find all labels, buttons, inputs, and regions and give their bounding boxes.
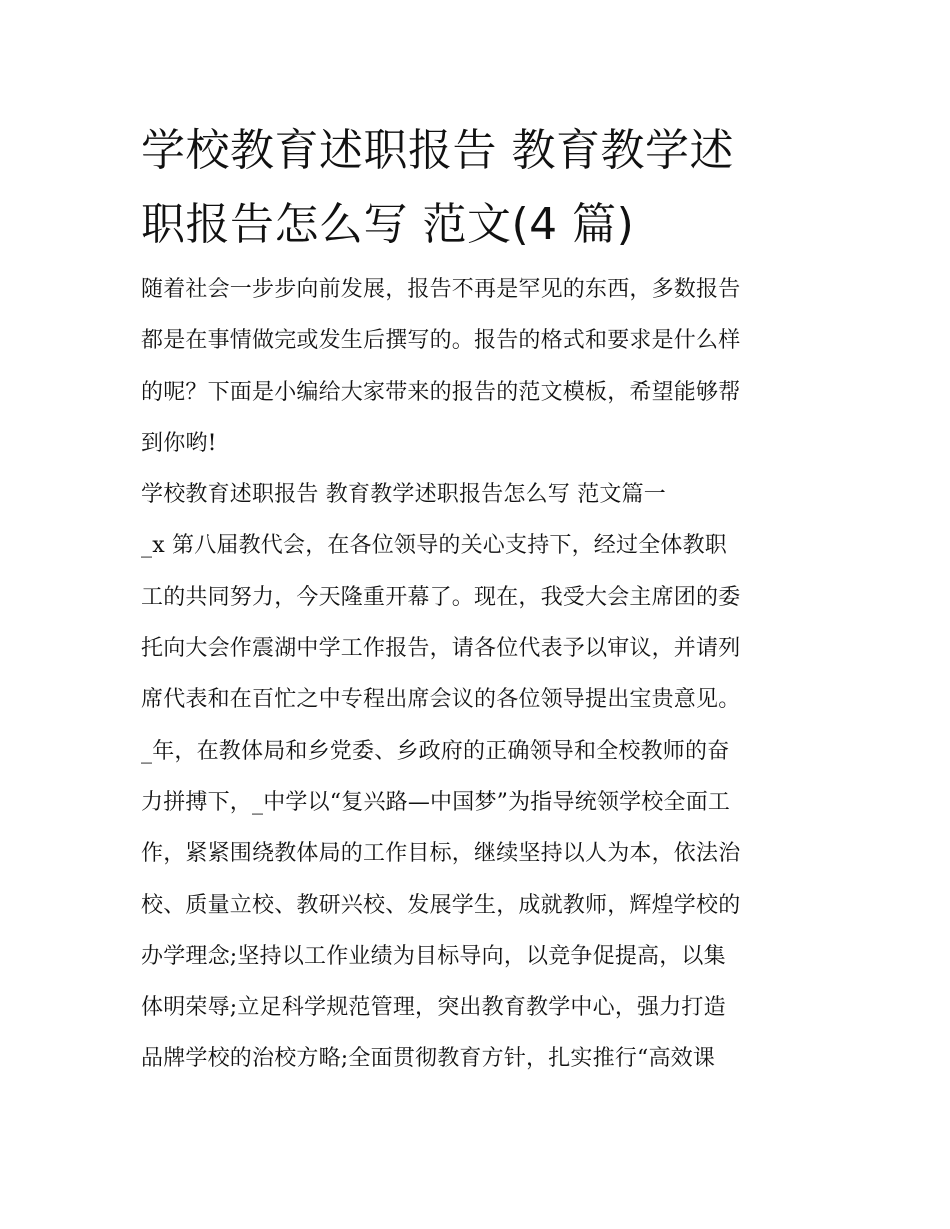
body-line: 体明荣辱;立足科学规范管理，突出教育教学中心，强力打造 xyxy=(141,995,726,1021)
intro-line: 都是在事情做完或发生后撰写的。报告的格式和要求是什么样 xyxy=(141,328,741,354)
body-paragraph xyxy=(141,520,813,1084)
intro-line: 随着社会一步步向前发展，报告不再是罕见的东西，多数报告 xyxy=(141,277,741,302)
document-content xyxy=(141,114,813,1085)
body-line: 席代表和在百忙之中专程出席会议的各位领导提出宝贵意见。 xyxy=(141,687,741,713)
body-line: 校、质量立校、教研兴校、发展学生，成就教师，辉煌学校的 xyxy=(141,892,741,918)
intro-line: 的呢？下面是小编给大家带来的报告的范文模板，希望能够帮 xyxy=(141,379,741,405)
body-line: 力拼搏下，_中学以“复兴路—中国梦”为指导统领学校全面工 xyxy=(141,789,731,815)
document-body xyxy=(141,264,813,1085)
body-line: 办学理念;坚持以工作业绩为目标导向，以竞争促提高，以集 xyxy=(141,943,726,969)
title-line: 职报告怎么写 范文(4 篇) xyxy=(141,199,635,250)
document-title xyxy=(141,114,813,262)
body-line: _年，在教体局和乡党委、乡政府的正确领导和全校教师的奋 xyxy=(141,738,730,764)
body-line: _x 第八届教代会，在各位领导的关心支持下，经过全体教职 xyxy=(141,533,728,559)
body-line: 品牌学校的治校方略;全面贯彻教育方针，扎实推行“高效课 xyxy=(141,1046,716,1072)
body-line: 工的共同努力，今天隆重开幕了。现在，我受大会主席团的委 xyxy=(141,584,741,610)
section-heading: 学校教育述职报告 教育教学述职报告怎么写 范文篇一 xyxy=(141,482,666,508)
body-line: 托向大会作震湖中学工作报告，请各位代表予以审议，并请列 xyxy=(141,636,741,662)
body-line: 作，紧紧围绕教体局的工作目标，继续坚持以人为本，依法治 xyxy=(141,841,741,867)
intro-line: 到你哟! xyxy=(141,430,217,456)
title-line: 学校教育述职报告 教育教学述 xyxy=(141,125,734,176)
intro-paragraph xyxy=(141,264,813,469)
